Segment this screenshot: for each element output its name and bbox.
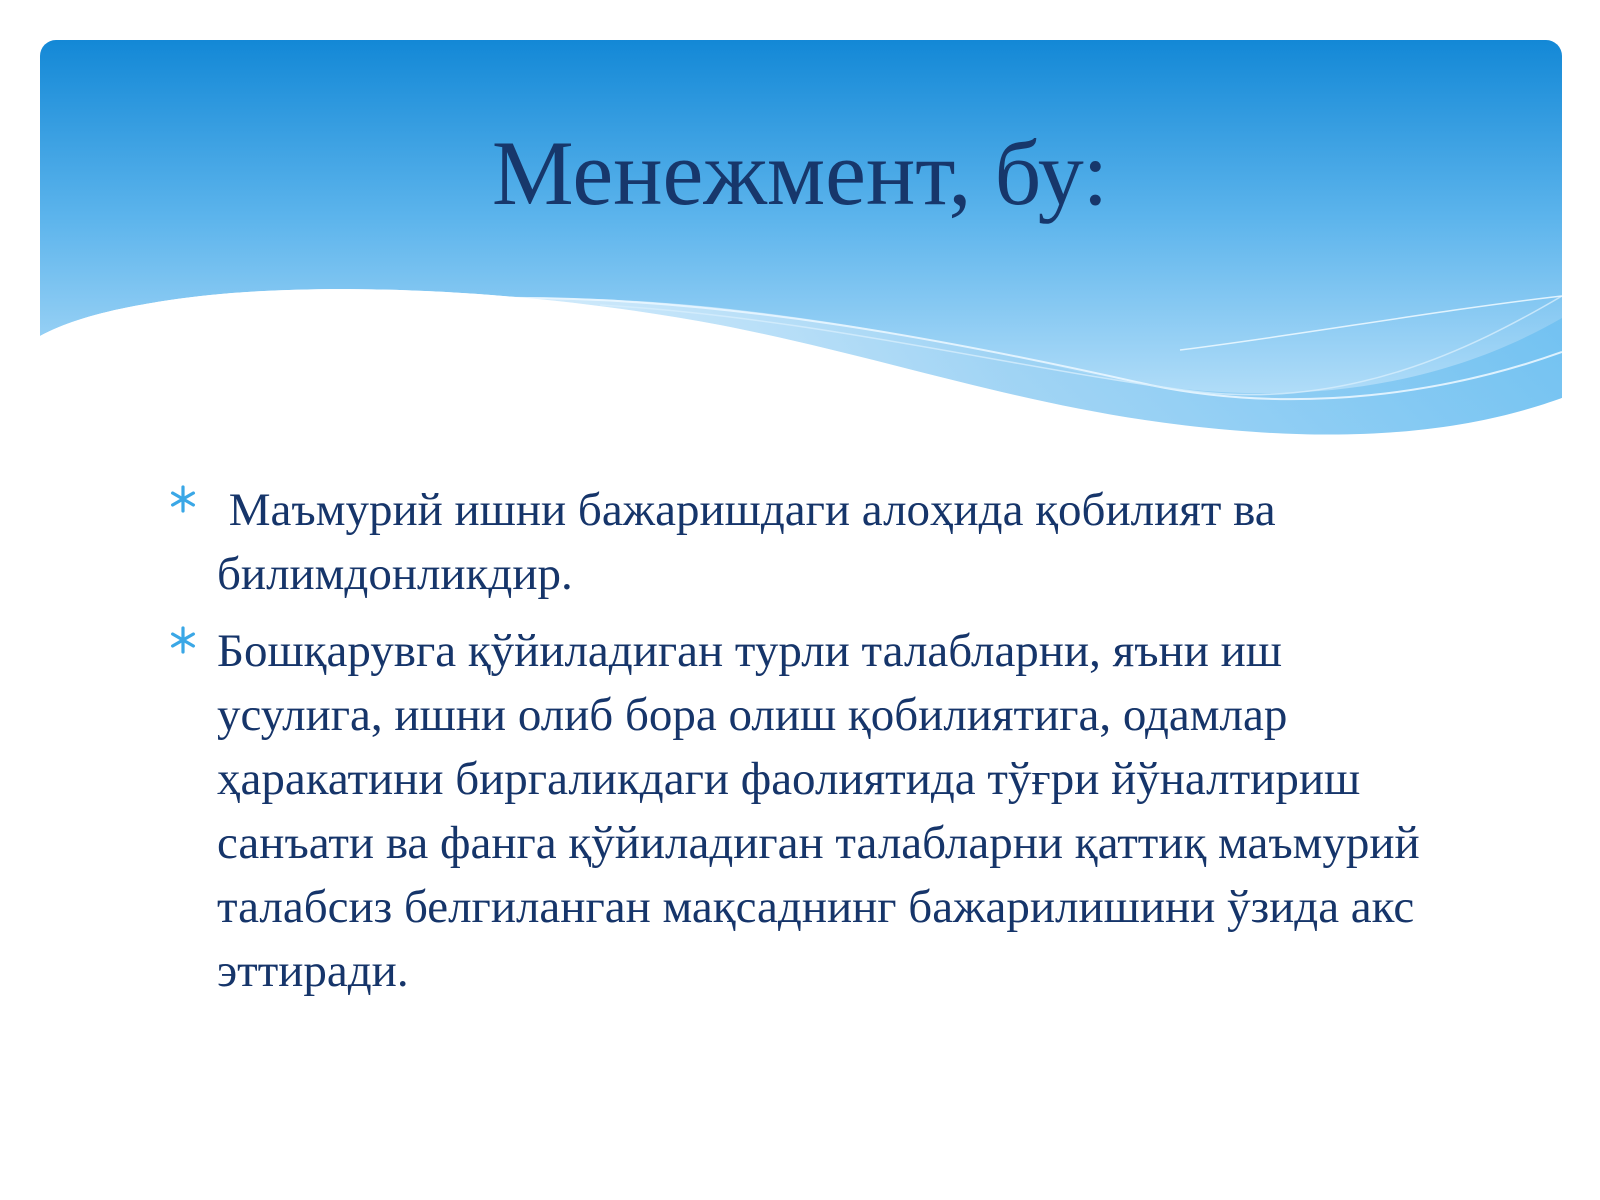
bullet-text: Маъмурий ишни бажаришдаги алоҳида қобилият ва билимдонликдир. bbox=[217, 484, 1288, 600]
bullet-text: Бошқарувга қўйиладиган турли талабларни, яъни иш усулига, ишни олиб бора олиш қобилиятига, одамлар ҳаракатини биргаликдаги фаолиятида тўғри йўналтириш санъати ва фанга қўйиладиган талабларни қаттиқ маъмурий талабсиз белгиланган мақсаднинг бажарилишини ўзида акс эттиради. bbox=[217, 625, 1420, 997]
bullet-item bbox=[168, 619, 1458, 1003]
bullet-list bbox=[168, 478, 1458, 1003]
header-wave-banner bbox=[0, 0, 1600, 460]
asterisk-icon bbox=[168, 619, 198, 683]
slide-body bbox=[168, 478, 1458, 1016]
bullet-item bbox=[168, 478, 1458, 606]
slide-title: Менежмент, бу: bbox=[491, 122, 1109, 224]
asterisk-icon bbox=[168, 478, 198, 542]
